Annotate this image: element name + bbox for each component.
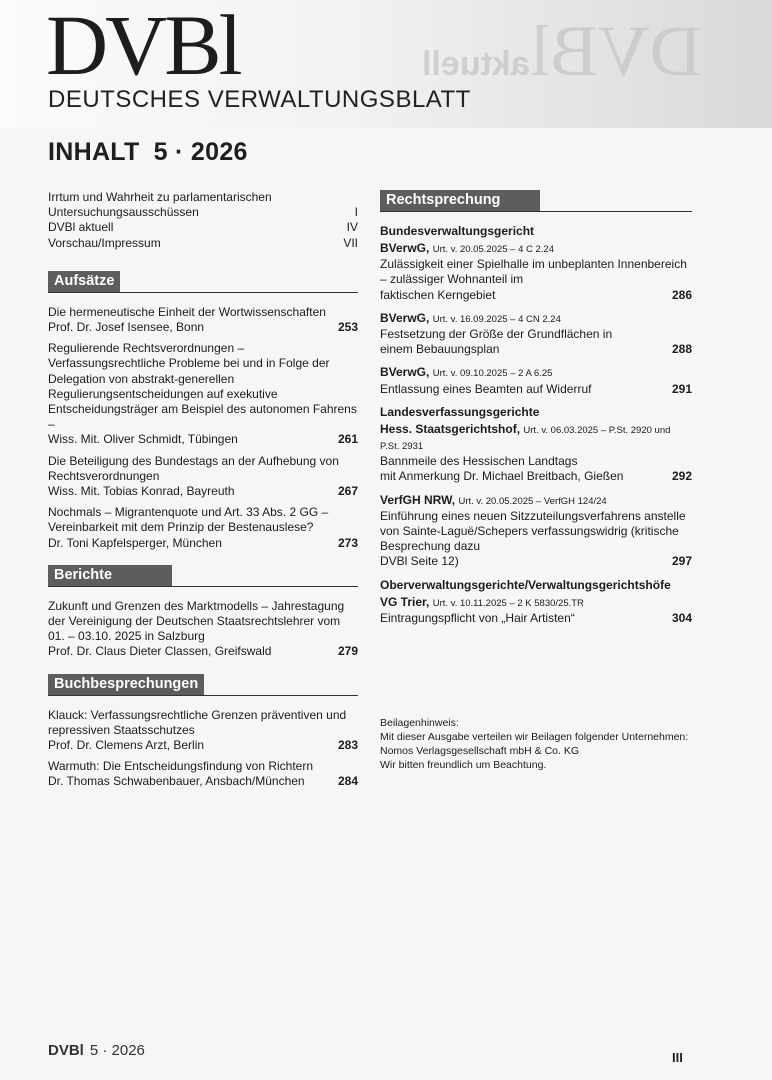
case-entry[interactable]: VG Trier, Urt. v. 10.11.2025 – 2 K 5830/25.TR Eintragungspflicht von „Hair Artisten“ 304: [380, 594, 692, 625]
case-entry[interactable]: Hess. Staatsgerichtshof, Urt. v. 06.03.2025 – P.St. 2920 und P.St. 2931 Bannmeile des Hessischen Landtags mit Anmerkung Dr. Michael Breitbach, Gießen 292: [380, 421, 692, 484]
case-entry[interactable]: VerfGH NRW, Urt. v. 20.05.2025 – VerfGH 124/24 Einführung eines neuen Sitzzuteilungsverfahrens anstelle von Sainte-Laguë/Schepers verfassungswidrig (kritische Besprechung dazu DVBl Seite 12) 297: [380, 492, 692, 569]
section-aufsaetze: Aufsätze: [48, 271, 358, 293]
toc-entry[interactable]: Die Beteiligung des Bundestags an der Aufhebung von Rechtsverordnungen Wiss. Mit. Tobias Konrad, Bayreuth 267: [48, 453, 358, 499]
page-number: III: [672, 1050, 683, 1065]
subhead-landesverfassungsgerichte: Landesverfassungsgerichte: [380, 404, 540, 419]
toc-entry[interactable]: Warmuth: Die Entscheidungsfindung von Richtern Dr. Thomas Schwabenbauer, Ansbach/München 284: [48, 759, 358, 789]
front-item[interactable]: DVBl aktuell IV: [48, 220, 358, 235]
contents-heading: [48, 138, 248, 167]
toc-entry[interactable]: Die hermeneutische Einheit der Wortwissenschaften Prof. Dr. Josef Isensee, Bonn 253: [48, 304, 358, 335]
left-column: [48, 190, 358, 796]
journal-subtitle: DEUTSCHES VERWALTUNGSBLATT: [48, 86, 471, 113]
inhalt-label: INHALT: [48, 138, 140, 166]
toc-entry[interactable]: Regulierende Rechtsverordnungen – Verfassungsrechtliche Probleme bei und in Folge der Delegation von abstrakt-generellen Regulierungsentscheidungen auf exekutive Entscheidungsträger am Beispiel des autonomen Fahrens – Wiss. Mit. Oliver Schmidt, Tübingen 261: [48, 341, 358, 447]
section-berichte: Berichte: [48, 565, 358, 587]
supplement-notice: Beilagenhinweis: Mit dieser Ausgabe verteilen wir Beilagen folgender Unternehmen: Nomos Verlagsgesellschaft mbH & Co. KG Wir bitten freundlich um Beachtung.: [380, 717, 689, 771]
showthrough-watermark: DVBlaktuell: [422, 11, 702, 91]
footer-issue: 5 · 2026: [89, 1042, 145, 1059]
case-entry[interactable]: BVerwG, Urt. v. 09.10.2025 – 2 A 6.25 Entlassung eines Beamten auf Widerruf 291: [380, 365, 692, 396]
footer-brand: DVBl: [48, 1042, 84, 1059]
case-entry[interactable]: BVerwG, Urt. v. 16.09.2025 – 4 CN 2.24 Festsetzung der Größe der Grundflächen in einem Bebauungsplan 288: [380, 310, 692, 357]
toc-entry[interactable]: Nochmals – Migrantenquote und Art. 33 Abs. 2 GG – Vereinbarkeit mit dem Prinzip der Bestenauslese? Dr. Toni Kapfelsperger, München 273: [48, 505, 358, 550]
case-entry[interactable]: BVerwG, Urt. v. 20.05.2025 – 4 C 2.24 Zulässigkeit einer Spielhalle im unbeplanten Innenbereich – zulässiger Wohnanteil im faktischen Kerngebiet 286: [380, 241, 692, 302]
right-column: [380, 190, 692, 634]
section-buchbesprechungen: Buchbesprechungen: [48, 674, 358, 696]
subhead-bverwg: Bundesverwaltungsgericht: [380, 224, 535, 238]
front-item[interactable]: Vorschau/Impressum VII: [48, 235, 358, 250]
toc-entry[interactable]: Zukunft und Grenzen des Marktmodells – Jahrestagung der Vereinigung der Deutschen Staatsrechtslehrer vom 01. – 03.10. 2025 in Salzburg Prof. Dr. Claus Dieter Classen, Greifswald 279: [48, 598, 358, 659]
section-rechtsprechung: Rechtsprechung: [380, 190, 692, 212]
front-matter-list: [48, 190, 358, 251]
front-item[interactable]: Untersuchungsausschüssen I: [48, 205, 358, 220]
page-footer: [48, 1042, 145, 1059]
front-item[interactable]: Irrtum und Wahrheit zu parlamentarischen: [48, 190, 272, 204]
issue-number: 5 · 2026: [153, 138, 248, 166]
journal-logo: DVBl: [46, 0, 240, 93]
toc-entry[interactable]: Klauck: Verfassungsrechtliche Grenzen präventiven und repressiven Staatsschutzes Prof. Dr. Clemens Arzt, Berlin 283: [48, 707, 358, 753]
subhead-ovg: Oberverwaltungsgerichte/Verwaltungsgerichtshöfe: [380, 577, 671, 592]
